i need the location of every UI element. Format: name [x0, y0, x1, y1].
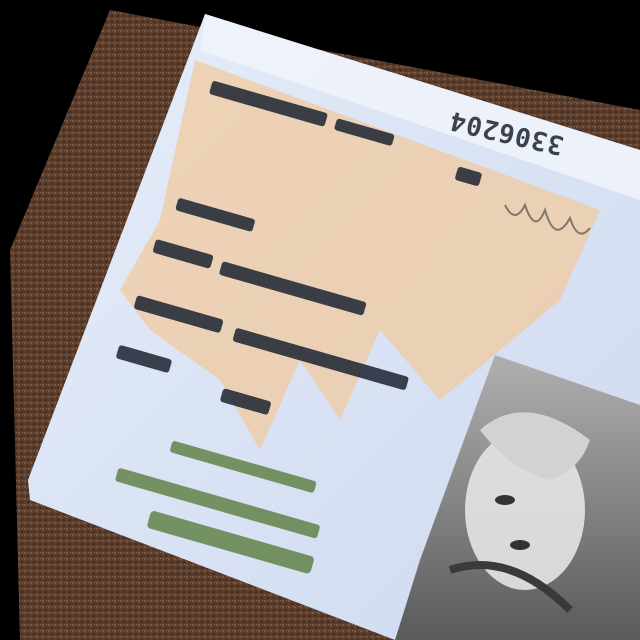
card-serial-number: 3306204 [446, 104, 567, 160]
